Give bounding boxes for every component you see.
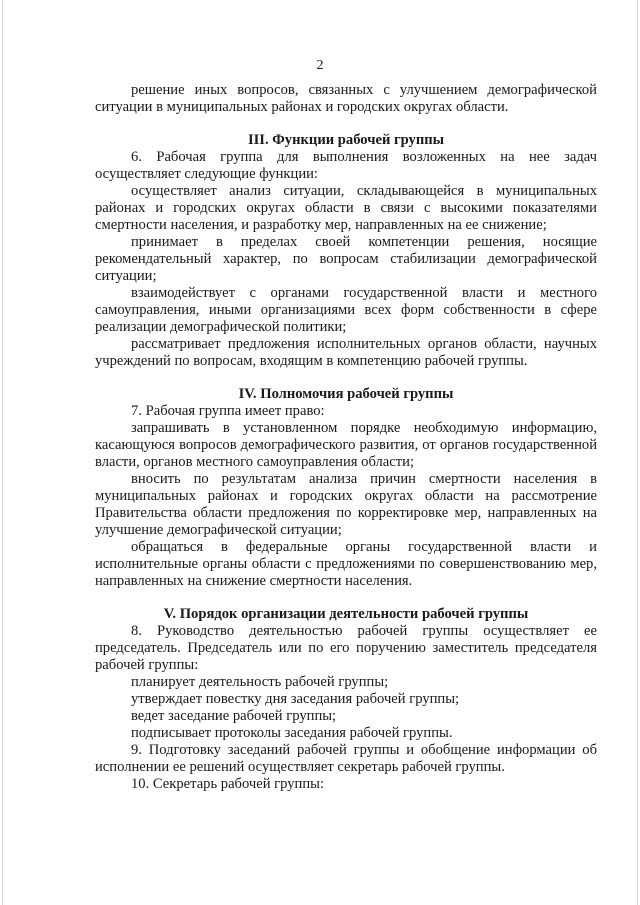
section-4-title: IV. Полномочия рабочей группы: [238, 386, 454, 402]
section-3-paragraph: 6. Рабочая группа для выполнения возложенных на нее задач осуществляет следующие функции:: [95, 149, 597, 182]
section-3-title: III. Функции рабочей группы: [247, 132, 445, 148]
section-3-paragraph: взаимодействует с органами государственной власти и местного самоуправления, иными организациями всех форм собственности в сфере реализации демографической политики;: [95, 285, 597, 335]
page-number: 2: [316, 58, 324, 73]
section-5-paragraph: планирует деятельность рабочей группы;: [131, 674, 389, 690]
scan-edge-right: [637, 0, 638, 905]
section-5-paragraph: 9. Подготовку заседаний рабочей группы и обобщение информации об исполнении ее решений осуществляет секретарь рабочей группы.: [95, 742, 597, 775]
section-3-paragraph: осуществляет анализ ситуации, складывающейся в муниципальных районах и городских округах области в связи с высокими показателями смертности населения, и разработку мер, направленных на ее снижение;: [95, 183, 597, 233]
section-3-paragraph: принимает в пределах своей компетенции решения, носящие рекомендательный характер, по вопросам стабилизации демографической ситуации;: [95, 234, 597, 284]
section-5-paragraph: 8. Руководство деятельностью рабочей группы осуществляет ее председатель. Председатель или по его поручению заместитель председателя рабочей группы:: [95, 623, 597, 673]
section-3-paragraph: рассматривает предложения исполнительных органов области, научных учреждений по вопросам, входящим в компетенцию рабочей группы.: [95, 336, 597, 369]
scan-edge-left: [2, 0, 3, 905]
section-4-paragraph: 7. Рабочая группа имеет право:: [131, 403, 325, 419]
intro-paragraph: решение иных вопросов, связанных с улучшением демографической ситуации в муниципальных районах и городских округах области.: [95, 82, 597, 115]
spacer: [95, 116, 597, 132]
section-5-paragraph: подписывает протоколы заседания рабочей группы.: [131, 725, 453, 741]
section-4-paragraph: обращаться в федеральные органы государственной власти и исполнительные органы области с предложениями по совершенствованию мер, направленных на снижение смертности населения.: [95, 539, 597, 589]
section-5-paragraph: 10. Секретарь рабочей группы:: [131, 776, 325, 792]
section-4-paragraph: вносить по результатам анализа причин смертности населения в муниципальных районах и городских округах области на рассмотрение Правительства области предложения по корректировке мер, направленных на улучшение демографической ситуации;: [95, 471, 597, 538]
section-5-title: V. Порядок организации деятельности рабочей группы: [163, 606, 529, 622]
section-5-paragraph: ведет заседание рабочей группы;: [131, 708, 337, 724]
spacer: [95, 370, 597, 386]
section-4-paragraph: запрашивать в установленном порядке необходимую информацию, касающуюся вопросов демографического развития, от органов государственной власти, органов местного самоуправления области;: [95, 420, 597, 470]
spacer: [95, 590, 597, 606]
section-5-paragraph: утверждает повестку дня заседания рабочей группы;: [131, 691, 460, 707]
document-body: [95, 82, 597, 793]
